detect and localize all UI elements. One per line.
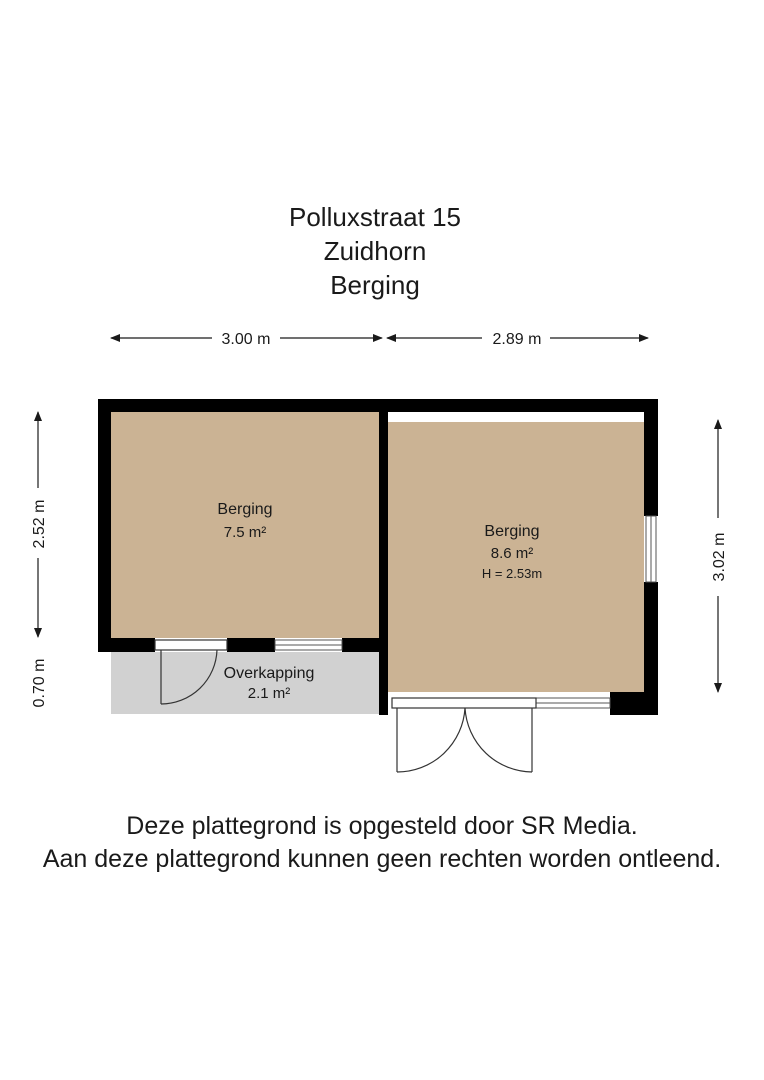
room-right-label [482, 523, 542, 581]
city-title: Zuidhorn [323, 236, 427, 266]
dimension-top-right-label: 2.89 m [492, 331, 542, 348]
room-right-name: Berging [484, 523, 540, 540]
canopy-name: Overkapping [223, 665, 315, 682]
room-right-height: H = 2.53m [481, 566, 543, 581]
room-right-area: 8.6 m² [490, 545, 534, 562]
room-left-area: 7.5 m² [223, 524, 267, 541]
canopy-floor [111, 652, 379, 714]
room-left-name: Berging [217, 501, 273, 518]
disclaimer [0, 810, 764, 876]
dimension-left-lower-label: 0.70 m [31, 658, 48, 708]
dimension-left-upper [31, 412, 48, 637]
dimension-top-left-label: 3.00 m [221, 331, 271, 348]
address-title: Polluxstraat 15 [289, 202, 461, 232]
dimension-top-left [111, 331, 382, 348]
dimension-right-label: 3.02 m [711, 532, 728, 582]
dimension-top-right [387, 331, 648, 348]
building-title: Berging [330, 270, 420, 300]
door-right-double [392, 698, 536, 772]
disclaimer-line-1: Deze plattegrond is opgesteld door SR Media. [126, 812, 638, 840]
dimension-right [711, 420, 728, 692]
canopy-area: 2.1 m² [247, 685, 291, 702]
dimension-left-lower [31, 659, 48, 708]
dimension-left-upper-label: 2.52 m [31, 499, 48, 549]
disclaimer-line-2: Aan deze plattegrond kunnen geen rechten worden ontleend. [42, 845, 722, 873]
